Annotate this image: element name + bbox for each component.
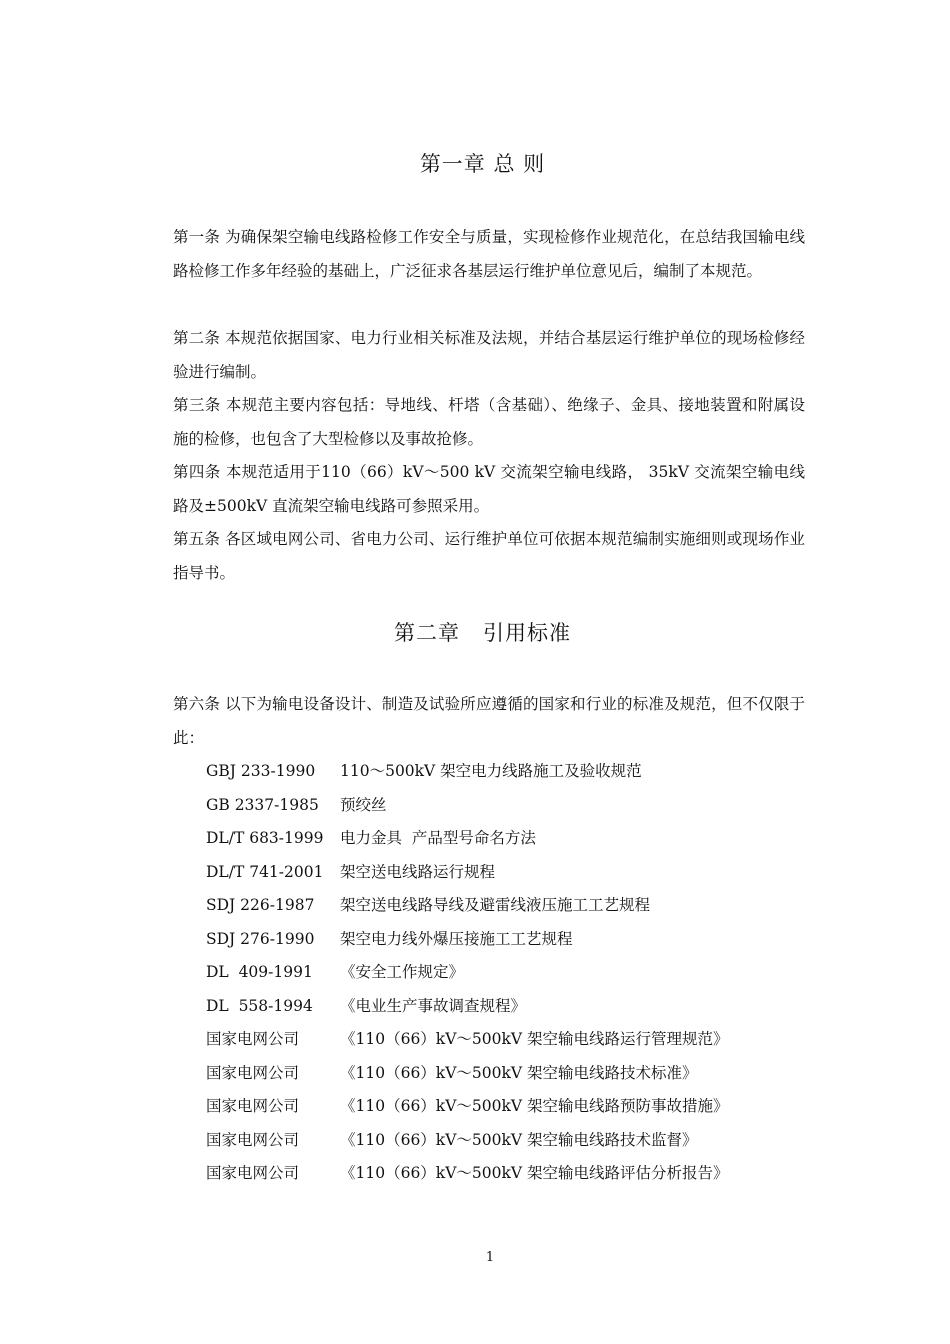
- article-6: 第六条 以下为输电设备设计、制造及试验所应遵循的国家和行业的标准及规范，但不仅限于此：: [173, 695, 805, 747]
- standard-name: 架空送电线路运行规程: [340, 862, 496, 881]
- reference-standards-list: [206, 755, 729, 1191]
- standard-code: 国家电网公司: [206, 1030, 300, 1048]
- standard-name: 预绞丝: [340, 795, 387, 814]
- standard-row: [206, 889, 729, 923]
- standard-row: [206, 789, 729, 823]
- standard-row: [206, 990, 729, 1024]
- standard-code: 国家电网公司: [206, 1130, 300, 1149]
- article-2: 第二条 本规范依据国家、电力行业相关标准及法规，并结合基层运行维护单位的现场检修经验进行编制。: [173, 329, 805, 381]
- standard-row: [206, 1124, 729, 1158]
- standard-name: 架空送电线路导线及避雷线液压施工工艺规程: [340, 896, 651, 914]
- standard-code: DL 409-1991: [206, 963, 313, 981]
- standard-row: [206, 1157, 729, 1191]
- standard-name: 架空电力线外爆压接施工工艺规程: [340, 929, 573, 948]
- standard-name: 《110（66）kV～500kV 架空输电线路预防事故措施》: [340, 1097, 729, 1115]
- standard-row: [206, 1023, 729, 1057]
- article-3: 第三条 本规范主要内容包括：导地线、杆塔（含基础）、绝缘子、金具、接地装置和附属设施的检修，也包含了大型检修以及事故抢修。: [173, 396, 805, 448]
- standard-row: [206, 856, 729, 890]
- standard-code: 国家电网公司: [206, 1063, 300, 1082]
- standard-row: [206, 1090, 729, 1124]
- standard-name: 《110（66）kV～500kV 架空输电线路运行管理规范》: [340, 1030, 729, 1048]
- standard-name: 《110（66）kV～500kV 架空输电线路技术标准》: [340, 1063, 698, 1082]
- standard-name: 电力金具 产品型号命名方法: [340, 829, 536, 847]
- standard-code: SDJ 226-1987: [206, 896, 315, 914]
- chapter-2-title: 第二章 引用标准: [393, 621, 572, 645]
- article-5: 第五条 各区域电网公司、省电力公司、运行维护单位可依据本规范编制实施细则或现场作业指导书。: [173, 530, 805, 582]
- standard-code: 国家电网公司: [206, 1097, 300, 1115]
- standard-code: GB 2337-1985: [206, 795, 319, 814]
- standard-code: DL/T 741-2001: [206, 862, 324, 881]
- article-1: 第一条 为确保架空输电线路检修工作安全与质量，实现检修作业规范化，在总结我国输电线路检修工作多年经验的基础上，广泛征求各基层运行维护单位意见后，编制了本规范。: [173, 228, 805, 280]
- chapter-1-title: 第一章 总 则: [419, 152, 546, 176]
- article-4: 第四条 本规范适用于110（66）kV～500 kV 交流架空输电线路， 35kV 交流架空输电线路及±500kV 直流架空输电线路可参照采用。: [173, 463, 805, 515]
- standard-name: 《110（66）kV～500kV 架空输电线路评估分析报告》: [340, 1164, 729, 1182]
- standard-name: 110～500kV 架空电力线路施工及验收规范: [340, 762, 642, 780]
- standard-name: 《安全工作规定》: [340, 963, 465, 981]
- standard-code: GBJ 233-1990: [206, 762, 316, 780]
- standard-code: DL 558-1994: [206, 996, 313, 1015]
- standard-row: [206, 923, 729, 957]
- standard-row: [206, 822, 729, 856]
- standard-code: DL/T 683-1999: [206, 829, 324, 847]
- page-number: 1: [485, 1250, 495, 1265]
- standard-name: 《电业生产事故调查规程》: [340, 996, 527, 1015]
- standard-code: SDJ 276-1990: [206, 929, 315, 948]
- standard-row: [206, 1057, 729, 1091]
- standard-name: 《110（66）kV～500kV 架空输电线路技术监督》: [340, 1130, 698, 1149]
- standard-row: [206, 956, 729, 990]
- standard-row: [206, 755, 729, 789]
- standard-code: 国家电网公司: [206, 1164, 300, 1182]
